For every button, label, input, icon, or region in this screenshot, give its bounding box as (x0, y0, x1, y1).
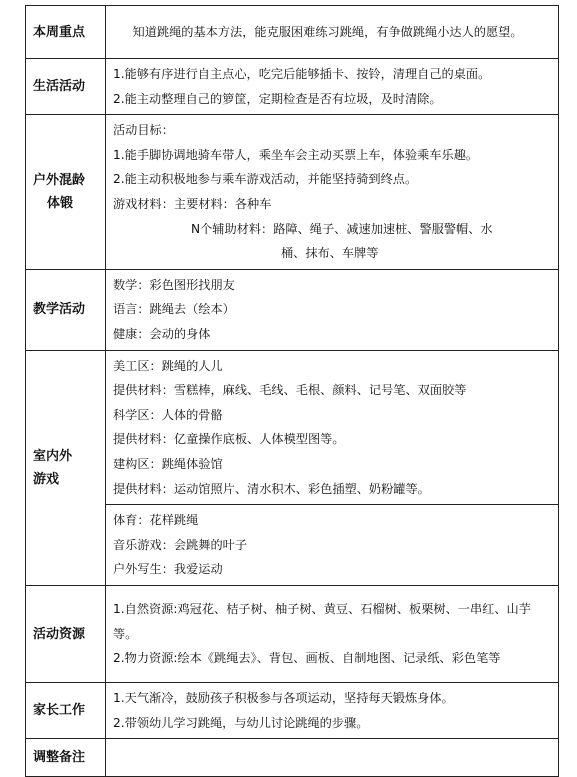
teaching-line: 健康：会动的身体 (113, 326, 211, 341)
resources-line: 1.自然资源:鸡冠花、桔子树、柚子树、黄豆、石榴树、板栗树、一串红、山芋等。 (113, 602, 531, 641)
label-life-activities: 生活活动 (26, 59, 106, 115)
content-activity-resources (106, 586, 559, 683)
outdoor-line: 2.能主动积极地参与乘车游戏活动，并能坚持骑到终点。 (113, 172, 418, 187)
label-activity-resources: 活动资源 (26, 586, 106, 683)
content-outdoor-games (106, 505, 559, 586)
row-activity-resources (26, 586, 559, 683)
label-adjustment-notes: 调整备注 (26, 739, 106, 777)
weekly-plan-table (25, 5, 559, 777)
row-parent-work (26, 683, 559, 739)
row-outdoor-exercise (26, 115, 559, 270)
content-life-activities (106, 59, 559, 115)
content-weekly-focus (106, 6, 559, 59)
outdoor-label-line1: 户外混龄 (33, 172, 86, 188)
teaching-line: 数学：彩色图形找朋友 (113, 277, 235, 292)
outdoor-label-line2: 体锻 (47, 195, 74, 211)
row-games-indoor (26, 350, 559, 505)
outdoor-line: 游戏材料：主要材料：各种车 (113, 196, 272, 211)
resources-line: 2.物力资源:绘本《跳绳去》、背包、画板、自制地图、记录纸、彩色笔等 (113, 651, 501, 666)
row-life-activities (26, 59, 559, 115)
indoor-line: 提供材料：运动馆照片、清水积木、彩色插塑、奶粉罐等。 (113, 481, 430, 496)
indoor-line: 提供材料：雪糕棒，麻线、毛线、毛根、颜料、记号笔、双面胶等 (113, 383, 467, 398)
games-label-line2: 游戏 (33, 471, 60, 487)
outdoor-line: 活动目标： (113, 123, 174, 138)
row-weekly-focus (26, 6, 559, 59)
row-adjustment-notes (26, 739, 559, 777)
outdoor-game-line: 体育：花样跳绳 (113, 513, 199, 528)
outdoor-game-line: 音乐游戏：会跳舞的叶子 (113, 537, 248, 552)
row-teaching-activities (26, 269, 559, 350)
parents-line: 2.带领幼儿学习跳绳，与幼儿讨论跳绳的步骤。 (113, 715, 369, 730)
games-label-line1: 室内外 (33, 448, 73, 464)
parents-line: 1.天气渐冷，鼓励孩子积极参与各项运动，坚持每天锻炼身体。 (113, 691, 454, 706)
content-outdoor-exercise (106, 115, 559, 270)
label-outdoor-exercise (26, 115, 106, 270)
indoor-line: 提供材料：亿童操作底板、人体模型图等。 (113, 432, 345, 447)
indoor-line: 建构区：跳绳体验馆 (113, 456, 223, 471)
outdoor-game-line: 户外写生：我爱运动 (113, 562, 223, 577)
indoor-line: 美工区：跳绳的人儿 (113, 358, 223, 373)
label-parent-work: 家长工作 (26, 683, 106, 739)
content-parent-work (106, 683, 559, 739)
content-adjustment-notes (106, 739, 559, 777)
outdoor-line: N个辅助材料：路障、绳子、减速加速桩、警服警帽、水 (191, 221, 493, 236)
life-line: 1.能够有序进行自主点心，吃完后能够插卡、按铃，清理自己的桌面。 (113, 67, 491, 81)
row-games-outdoor (26, 505, 559, 586)
label-indoor-outdoor-games (26, 350, 106, 586)
teaching-line: 语言：跳绳去（绘本） (113, 302, 235, 317)
focus-text: 知道跳绳的基本方法，能克服困难练习跳绳，有争做跳绳小达人的愿望。 (132, 24, 523, 39)
label-weekly-focus: 本周重点 (26, 6, 106, 59)
label-teaching-activities: 教学活动 (26, 269, 106, 350)
indoor-line: 科学区：人体的骨骼 (113, 407, 223, 422)
content-indoor-games (106, 350, 559, 505)
outdoor-line: 1.能手脚协调地骑车带人，乘坐车会主动买票上车，体验乘车乐趣。 (113, 147, 479, 162)
life-line: 2.能主动整理自己的箩筐，定期检查是否有垃圾，及时清除。 (113, 91, 442, 106)
outdoor-line: 桶、抹布、车牌等 (281, 246, 379, 261)
content-teaching-activities (106, 269, 559, 350)
